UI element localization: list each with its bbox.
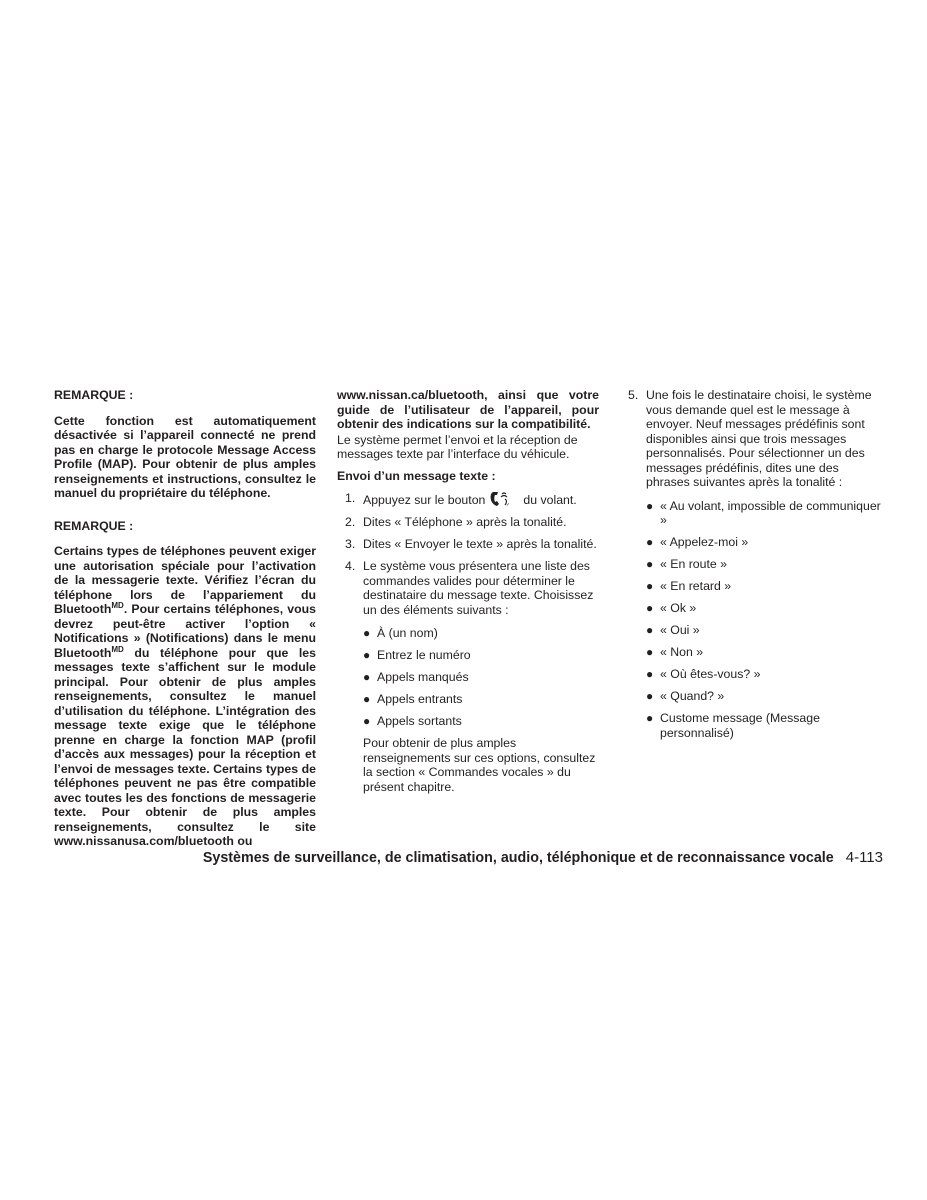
- phone-talk-icon: [489, 491, 517, 507]
- step-text: Appuyez sur le bouton ✓ du volant.: [363, 493, 577, 507]
- bullet-icon: ●: [646, 535, 654, 549]
- step-item: [625, 388, 883, 490]
- bullet-icon: ●: [646, 623, 654, 637]
- bullet-icon: ●: [363, 626, 371, 640]
- note2-part-c: du téléphone pour que les messages texte s’affichent sur le module principal. Pour obtenir de plus amples renseignements, consultez le manuel d’utilisation du téléphone. L’intégration des message texte exige que le téléphone prenne en charge la fonction MAP (profil d’accès aux messages) pour la réception et l’envoi de messages texte. Certains types de téléphones peuvent ne pas être compatible avec toutes les des fonctions de messagerie texte. Pour obtenir de plus amples renseignements, consultez le site www.nissanusa.com/bluetooth ou: [54, 645, 316, 848]
- step-text: Une fois le destinataire choisi, le système vous demande quel est le message à envoyer. Neuf messages prédéfinis sont disponibles ainsi que trois messages personnalisés. Pour sélectionner un des messages prédéfinis, dites une des phrases suivantes après la tonalité :: [646, 388, 872, 489]
- bullet-item: ● À (un nom): [363, 626, 438, 640]
- bullet-icon: ●: [646, 601, 654, 615]
- bullet-icon: ●: [363, 648, 371, 662]
- bullet-icon: ●: [363, 714, 371, 728]
- section-heading: Envoi d’un message texte :: [337, 468, 496, 483]
- note1-title: REMARQUE :: [54, 388, 134, 402]
- note2-part-b: . Pour certains téléphones, vous devrez peut-être activer l’option « Notifications » (Notifications) dans le menu Bluetooth: [54, 602, 316, 660]
- step-number: 4.: [345, 559, 356, 573]
- bullet-item: ● « En retard »: [646, 579, 732, 593]
- step-text: Dites « Envoyer le texte » après la tonalité.: [363, 537, 597, 551]
- bullet-icon: ●: [646, 579, 654, 593]
- step-text: Le système vous présentera une liste des commandes valides pour déterminer le destinataire du message texte. Choisissez un des éléments suivants :: [363, 559, 594, 617]
- bullet-item: ● « Quand? »: [646, 689, 725, 703]
- options-note: Pour obtenir de plus amples renseignements sur ces options, consultez la section « Commandes vocales » du présent chapitre.: [363, 736, 596, 794]
- step-number: 3.: [345, 537, 356, 551]
- note2-title: REMARQUE :: [54, 518, 134, 533]
- column-middle: [337, 388, 599, 794]
- bullet-item: ● « Où êtes-vous? »: [646, 667, 761, 681]
- column-right: [625, 388, 883, 748]
- page-number: 4-113: [845, 849, 883, 866]
- bullet-icon: ●: [363, 692, 371, 706]
- step-item: [337, 491, 599, 508]
- column-left: [54, 388, 316, 862]
- bullet-icon: ●: [646, 711, 654, 725]
- note2-continuation: www.nissan.ca/bluetooth, ainsi que votre guide de l’utilisateur de l’appareil, pour obtenir des indications sur la compatibilité.: [337, 388, 599, 431]
- step-number: 5.: [628, 388, 639, 402]
- recipient-options: [363, 626, 599, 794]
- page-footer: [203, 849, 883, 866]
- note2-text: [54, 544, 316, 849]
- intro-text: Le système permet l’envoi et la réception de messages texte par l’interface du véhicule.: [337, 432, 578, 461]
- step-text: Dites « Téléphone » après la tonalité.: [363, 515, 567, 529]
- bullet-item: ● Appels sortants: [363, 714, 462, 728]
- bullet-item: ● « Appelez-moi »: [646, 535, 749, 549]
- step-number: 1.: [345, 491, 356, 505]
- bullet-icon: ●: [646, 645, 654, 659]
- bullet-item: ● Appels manqués: [363, 670, 469, 684]
- bullet-item: ● « Au volant, impossible de communiquer »: [646, 498, 881, 527]
- step-item: [337, 537, 599, 552]
- svg-text:✓: ✓: [506, 502, 511, 507]
- bullet-icon: ●: [646, 667, 654, 681]
- steps-list: [337, 491, 599, 617]
- md-superscript: MD: [111, 600, 124, 610]
- bullet-icon: ●: [646, 557, 654, 571]
- bullet-item: ● « Non »: [646, 645, 704, 659]
- bullet-item: ● « En route »: [646, 557, 727, 571]
- bullet-icon: ●: [363, 670, 371, 684]
- bullet-item: ● Entrez le numéro: [363, 648, 471, 662]
- bullet-item: ● Appels entrants: [363, 692, 463, 706]
- step-item: [337, 515, 599, 530]
- chapter-title: Systèmes de surveillance, de climatisation, audio, téléphonique et de reconnaissance vocale: [202, 850, 834, 866]
- md-superscript: MD: [111, 644, 124, 654]
- step-item: [337, 559, 599, 617]
- bullet-item: ● « Oui »: [646, 623, 700, 637]
- note1-text: Cette fonction est automatiquement désactivée si l’appareil connecté ne prend pas en charge le protocole Message Access Profile (MAP). Pour obtenir de plus amples renseignements et instructions, consultez le manuel du propriétaire du téléphone.: [54, 413, 316, 500]
- bullet-icon: ●: [646, 689, 654, 703]
- step-number: 2.: [345, 515, 356, 529]
- note2-part-a: Certains types de téléphones peuvent exiger une autorisation spéciale pour l’activation de la messagerie texte. Vérifiez l’écran du téléphone lors de l’appariement du Bluetooth: [54, 544, 316, 616]
- bullet-item: ● Custome message (Message personnalisé): [646, 711, 820, 740]
- bullet-item: ● « Ok »: [646, 601, 697, 615]
- predefined-messages: [625, 499, 883, 741]
- bullet-icon: ●: [646, 498, 654, 513]
